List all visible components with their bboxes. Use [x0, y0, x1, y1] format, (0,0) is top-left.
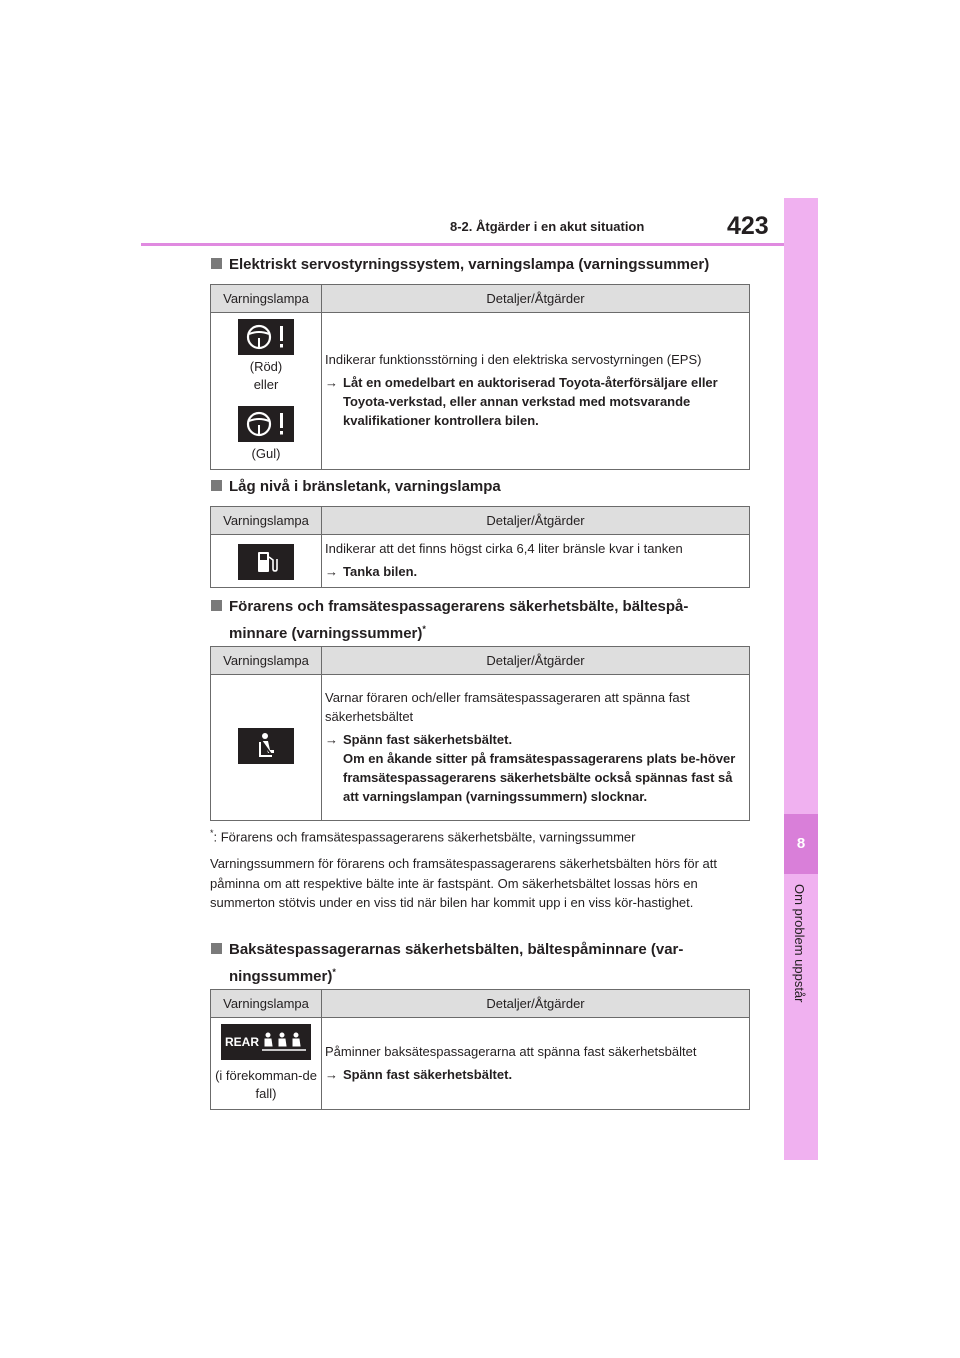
section-title: 8-2. Åtgärder i en akut situation [450, 219, 645, 234]
details-cell [322, 313, 750, 470]
detail-text: Indikerar funktionsstörning i den elektriska servostyrningen (EPS) [325, 352, 702, 367]
rear-seatbelt-icon: REAR [221, 1024, 311, 1060]
chapter-number[interactable]: 8 [784, 814, 818, 874]
arrow-icon: → [325, 731, 338, 747]
lamp-cell [211, 675, 322, 821]
col-header-warning: Varningslampa [211, 647, 322, 675]
arrow-icon: → [325, 564, 338, 579]
details-cell [322, 1018, 750, 1110]
action-text: → Spänn fast säkerhetsbältet. Om en åkande sitter på framsätespassagerarens plats be-höver framsätespassagerarens säkerhetsbälte också spännas fast så att varningslampan (varningssummern) slocknar. [325, 731, 736, 804]
caption-optional: (i förekomman-de fall) [215, 1068, 317, 1101]
caption-or: eller [253, 377, 279, 392]
header-divider [141, 243, 784, 246]
col-header-warning: Varningslampa [211, 507, 322, 535]
section-heading: Elektriskt servostyrningssystem, varningslampa (varningssummer) [211, 253, 756, 276]
bullet-square-icon [211, 600, 222, 611]
caption-yellow: (Gul) [251, 446, 281, 461]
detail-text: Påminner baksätespassagerarna att spänna fast säkerhetsbältet [325, 1043, 697, 1059]
col-header-warning: Varningslampa [211, 285, 322, 313]
seatbelt-icon [238, 728, 294, 764]
steering-warning-icon [238, 406, 294, 442]
col-header-details: Detaljer/Åtgärder [322, 990, 750, 1018]
warning-table [210, 506, 750, 588]
warning-table [210, 646, 750, 821]
action-text: → Spänn fast säkerhetsbältet. [325, 1066, 513, 1082]
chapter-title: Om problem uppstår [792, 884, 807, 1003]
details-cell [322, 535, 750, 588]
warning-table [210, 284, 750, 470]
fuel-pump-icon [238, 544, 294, 580]
col-header-warning: Varningslampa [211, 990, 322, 1018]
bullet-square-icon [211, 480, 222, 491]
lamp-cell [211, 313, 322, 470]
arrow-icon: → [325, 1066, 338, 1082]
action-text: → Låt en omedelbart en auktoriserad Toyota-återförsäljare eller Toyota-verkstad, eller annan verkstad med motsvarande kvalifikationer kontrollera bilen. [325, 375, 718, 428]
section-heading: Förarens och framsätespassagerarens säkerhetsbälte, bältespå- minnare (varningssummer)* [211, 595, 756, 645]
page-number: 423 [727, 212, 769, 240]
bullet-square-icon [211, 943, 222, 954]
action-text: → Tanka bilen. [325, 564, 418, 579]
arrow-icon: → [325, 375, 338, 390]
footnote-marker: * [332, 967, 336, 977]
col-header-details: Detaljer/Åtgärder [322, 647, 750, 675]
caption-red: (Röd) [249, 359, 283, 374]
col-header-details: Detaljer/Åtgärder [322, 507, 750, 535]
bullet-square-icon [211, 258, 222, 269]
col-header-details: Detaljer/Åtgärder [322, 285, 750, 313]
warning-table [210, 989, 750, 1110]
section-heading: Baksätespassagerarnas säkerhetsbälten, bältespåminnare (var- ningssummer)* [211, 938, 756, 988]
steering-warning-icon [238, 319, 294, 355]
body-paragraph: Varningssummern för förarens och framsätespassagerarens säkerhetsbälten hörs för att påminna om att respektive bälte inte är fastspänt. Om säkerhetsbältet lossas hörs en summerton stötvis under en viss tid när bilen har kommit upp i en viss kör-hastighet. [210, 856, 717, 910]
details-cell [322, 675, 750, 821]
chapter-sidebar [784, 198, 818, 1160]
section-heading: Låg nivå i bränsletank, varningslampa [211, 475, 756, 498]
footnote: *: Förarens och framsätespassagerarens säkerhetsbälte, varningssummer [210, 828, 636, 845]
detail-text: Indikerar att det finns högst cirka 6,4 liter bränsle kvar i tanken [325, 541, 683, 556]
lamp-cell [211, 1018, 322, 1110]
lamp-cell [211, 535, 322, 588]
footnote-marker: * [422, 624, 426, 634]
detail-text: Varnar föraren och/eller framsätespassageraren att spänna fast säkerhetsbältet [325, 689, 690, 724]
